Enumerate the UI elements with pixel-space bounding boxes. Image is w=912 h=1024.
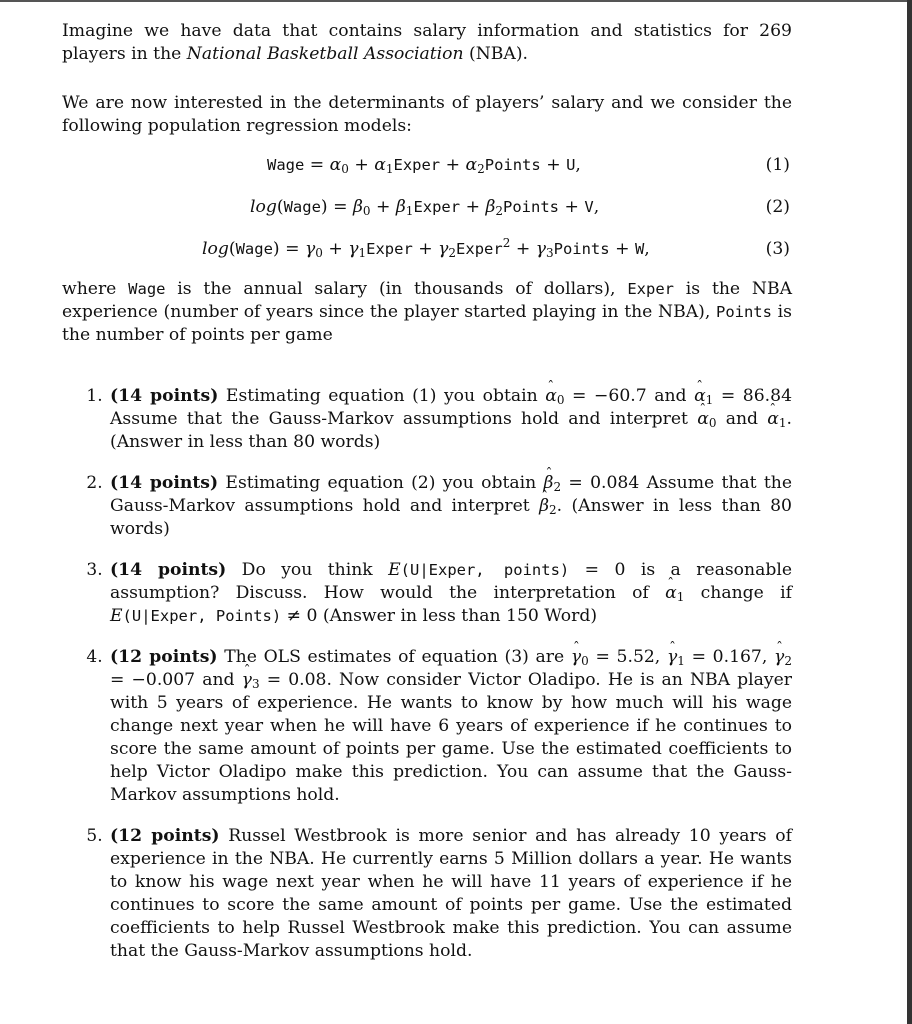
equations-block	[62, 146, 792, 272]
equation-1: Wage = $\alpha_0$ + $\alpha_1Exper$ + $\alpha_2Points + U$, (1)	[267, 155, 790, 176]
equation-1-number: (1)	[765, 155, 790, 175]
question-1: 1. (14 points) Estimating equation (1) you obtain ˆ $\alpha_0 = -60.7$ and ˆ $\alpha_1 = 86.84$ Assume that the Gauss-Markov assumptions hold and interpret ˆ $\alpha_0$ and ˆ $\alpha_1$. (Answer in less than 80 words)	[108, 385, 792, 454]
models-paragraph: We are now interested in the determinants of players’ salary and we consider the following population regression models:	[62, 93, 792, 136]
intro-paragraph	[62, 20, 792, 66]
equation-2-number: (2)	[765, 197, 790, 217]
intro-text: Imagine we have data that contains salary information and statistics for 269 players in the	[62, 21, 792, 64]
question-2: 2. (14 points) Estimating equation (2) you obtain ˆ $\beta_2 = 0.084$ Assume that the Gauss-Markov assumptions hold and interpret ˆ $\beta_2$. (Answer in less than 80 words)	[108, 472, 792, 541]
document-page	[62, 20, 792, 981]
equation-3-number: (3)	[765, 239, 790, 259]
nba-name: National Basketball Association	[186, 44, 464, 64]
top-border	[0, 0, 912, 2]
right-border	[907, 0, 912, 1024]
question-list	[62, 385, 792, 963]
equation-3: log(Wage) = $\gamma_0$ + $\gamma_1Exper$ + $\gamma_2Exper^2$ + $\gamma_3Points + W$, (3)	[202, 236, 790, 260]
question-3: 3. (14 points) Do you think E(U|Exper, points) = 0 is a reasonable assumption? Discuss. How would the interpretation of ˆ $\alpha_1$ change if E(U|Exper, Points) ≠ 0 (Answer in less than 150 Word)	[108, 559, 792, 628]
question-5: 5. (12 points) Russel Westbrook is more senior and has already 10 years of experience in the NBA. He currently earns 5 Million dollars a year. He wants to know his wage next year when he will have 11 years of experience if he continues to score the same amount of points per game. Use the estimated coefficients to help Russel Westbrook make this prediction. You can assume that the Gauss-Markov assumptions hold.	[108, 825, 792, 963]
question-4: 4. (12 points) The OLS estimates of equation (3) are ˆ $\gamma_0 = 5.52$, ˆ $\gamma_1 = 0.167$, ˆ $\gamma_2 = -0.007$ and ˆ $\gamma_3 = 0.08$. Now consider Victor Oladipo. He is an NBA player with 5 years of experience. He wants to know by how much will his wage change next year when he will have 6 years of experience if he continues to score the same amount of points per game. Use the estimated coefficients to help Victor Oladipo make this prediction. You can assume that the Gauss-Markov assumptions hold.	[108, 646, 792, 807]
variable-definitions: where Wage is the annual salary (in thousands of dollars), Exper is the NBA experience (number of years since the player started playing in the NBA), Points is the number of points per game	[62, 279, 792, 345]
intro-text-end: (NBA).	[463, 44, 529, 64]
equation-2: log(Wage) = $\beta_0$ + $\beta_1Exper$ + $\beta_2Points + V$, (2)	[250, 197, 790, 218]
